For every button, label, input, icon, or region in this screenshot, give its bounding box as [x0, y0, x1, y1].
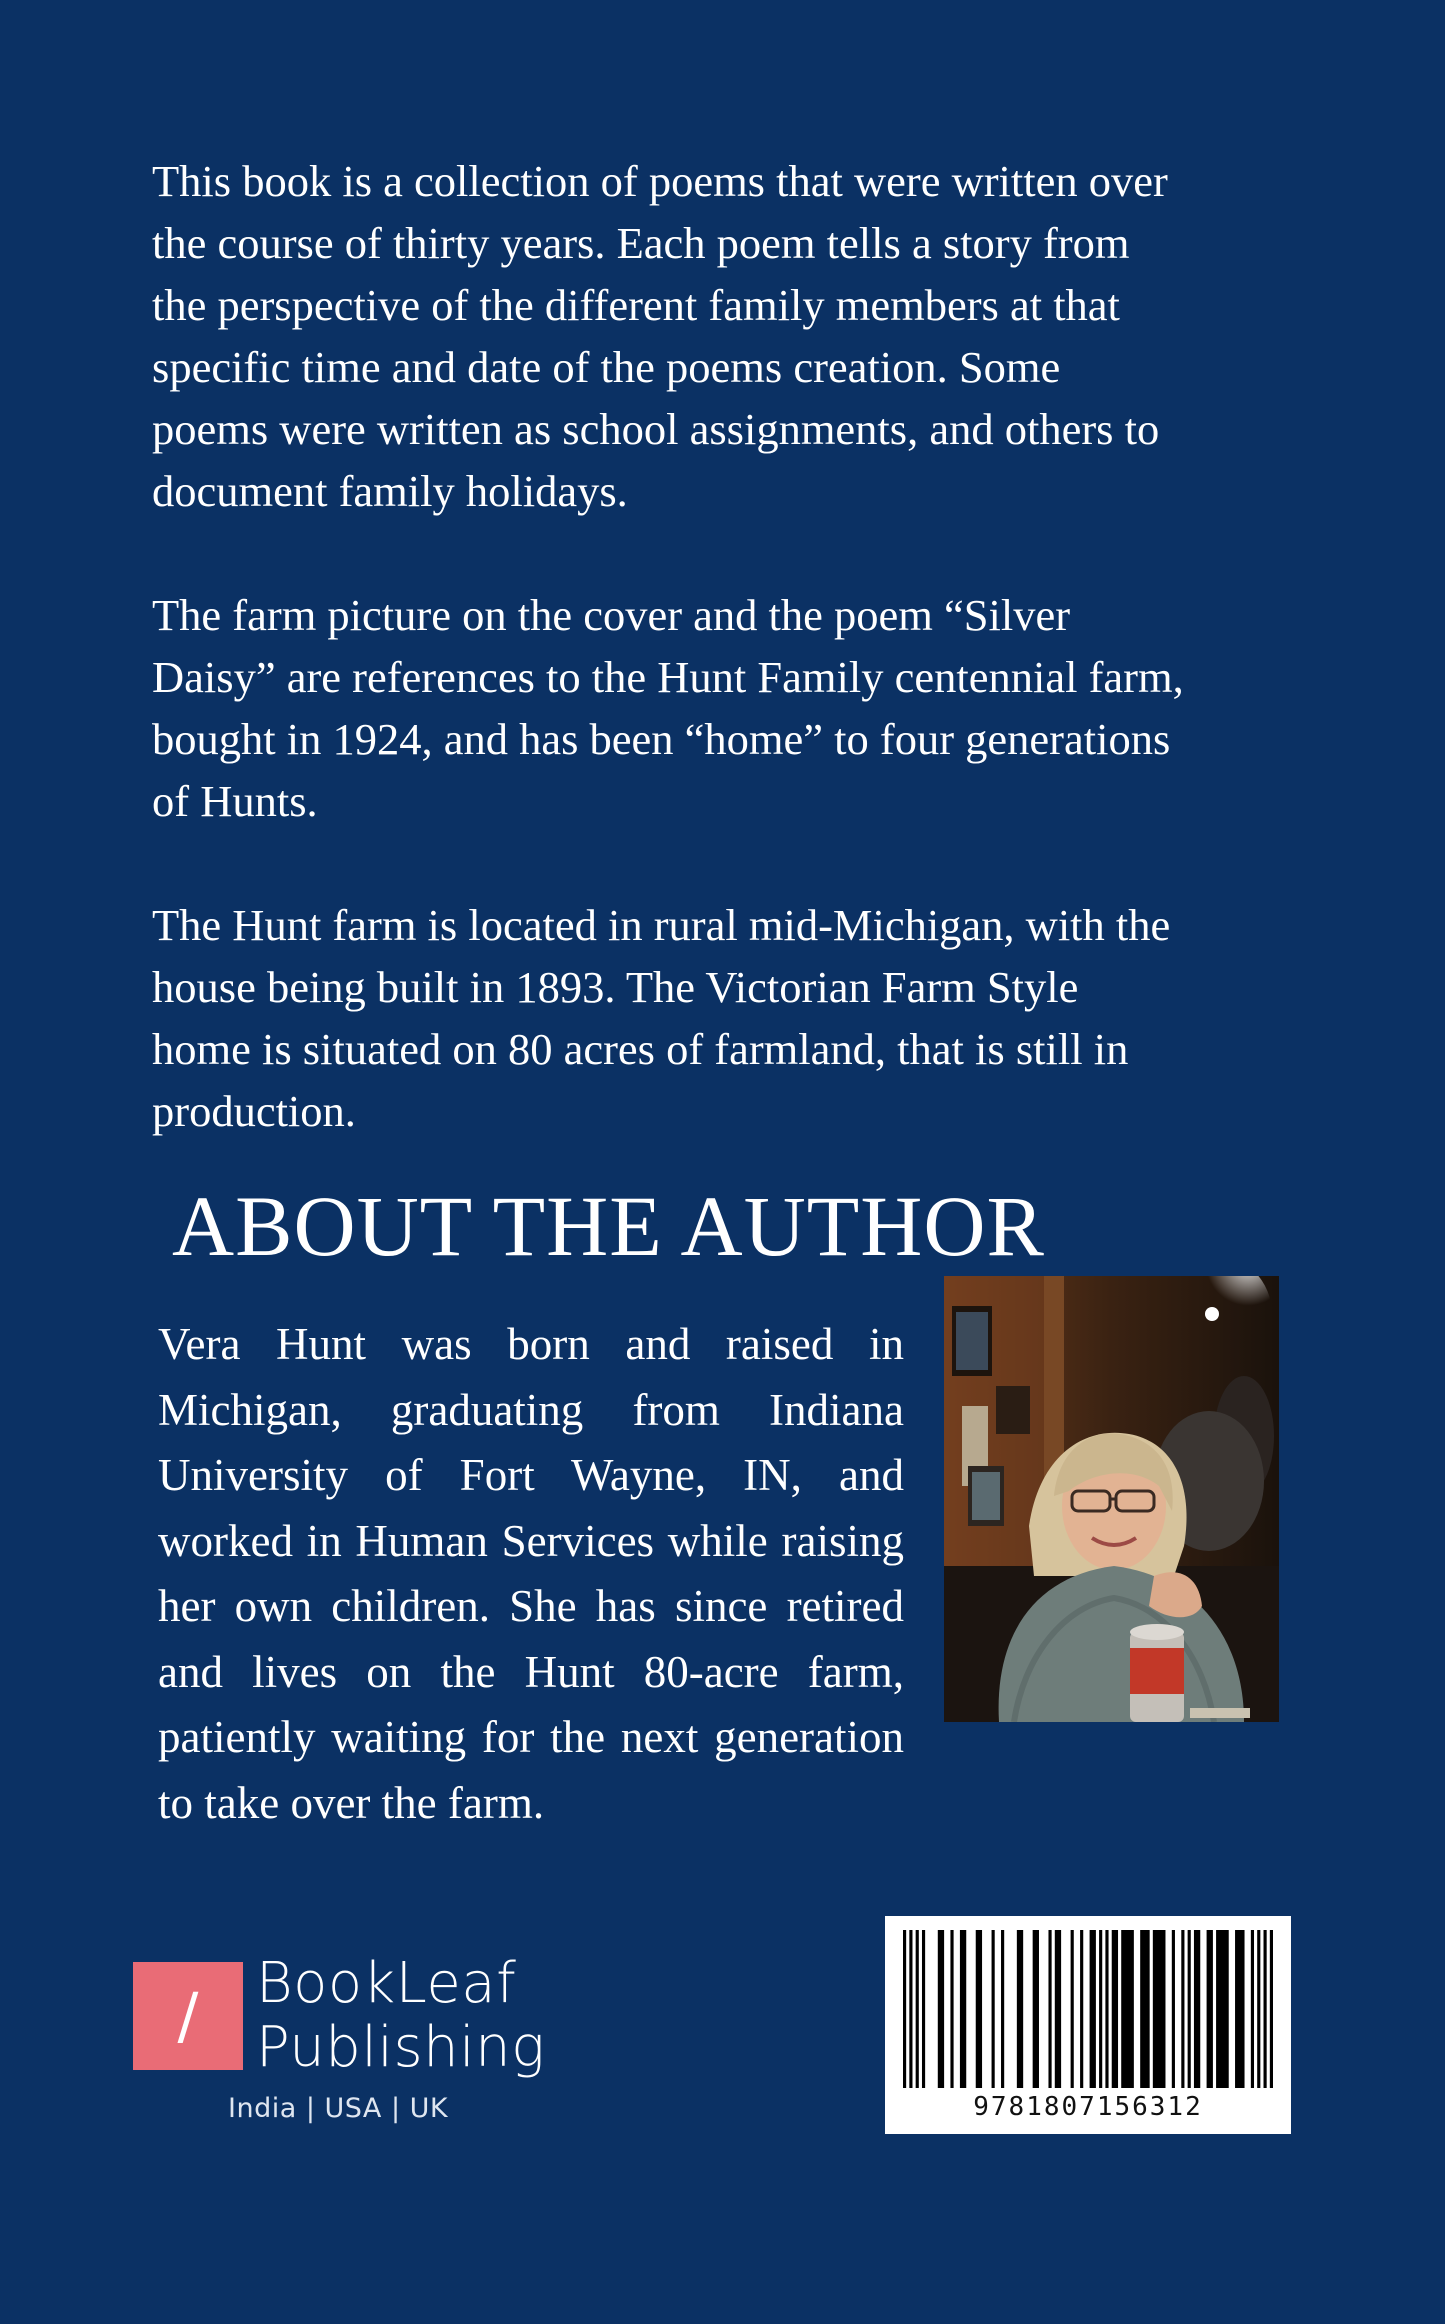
barcode-bar [903, 1930, 906, 2088]
publisher-name-line-1: BookLeaf [256, 1951, 517, 2016]
isbn-number: 9781807156312 [973, 2092, 1203, 2122]
barcode-bar [1080, 1930, 1083, 2088]
barcode-bar [1099, 1930, 1102, 2088]
barcode-bar [938, 1930, 944, 2088]
blurb-paragraph-3: The Hunt farm is located in rural mid-Michigan, with the house being built in 1893. The Victorian Farm Style home is situated on 80 acres of farmland, that is still in production. [152, 900, 1171, 1136]
barcode-bar [992, 1930, 995, 2088]
barcode-bar [1172, 1930, 1175, 2088]
barcode-bar [1033, 1930, 1039, 2088]
barcode-bar [1140, 1930, 1149, 2088]
logo-slash-glyph: / [177, 1979, 199, 2052]
barcode-bar [1055, 1930, 1061, 2088]
barcode-bar [1001, 1930, 1004, 2088]
barcode-bar [1251, 1930, 1254, 2088]
barcode-bar [1270, 1930, 1273, 2088]
barcode-bar [1235, 1930, 1244, 2088]
publisher-name-line-2: Publishing [256, 2015, 546, 2080]
barcode-bar [1105, 1930, 1108, 2088]
barcode-bar [1188, 1930, 1191, 2088]
barcode-bar [950, 1930, 953, 2088]
barcode-bar [1181, 1930, 1184, 2088]
barcode-bar [1153, 1930, 1166, 2088]
barcode-bar [960, 1930, 966, 2088]
book-blurb [152, 150, 1332, 1204]
blurb-paragraph-2: The farm picture on the cover and the poem “Silver Daisy” are references to the Hunt Family centennial farm, bought in 1924, and has been “home” to four generations of Hunts. [152, 590, 1184, 826]
barcode-bars [903, 1930, 1273, 2088]
barcode-bar [1071, 1930, 1074, 2088]
author-photo [944, 1276, 1279, 1722]
publisher-logo-mark [133, 1962, 243, 2070]
publisher-regions: India | USA | UK [228, 2093, 449, 2124]
isbn-barcode [885, 1916, 1291, 2134]
about-the-author-heading: ABOUT THE AUTHOR [172, 1178, 1045, 1274]
barcode-bar [1017, 1930, 1023, 2088]
barcode-bar [909, 1930, 912, 2088]
author-bio: Vera Hunt was born and raised in Michigan, graduating from Indiana University of Fort Wayne, IN, and worked in Human Services while raising her own children. She has since retired and lives on the Hunt 80-acre farm, patiently waiting for the next generation to take over the farm. [158, 1319, 904, 1828]
barcode-bar [1194, 1930, 1200, 2088]
barcode-bar [916, 1930, 919, 2088]
barcode-bar [1257, 1930, 1260, 2088]
barcode-bar [1090, 1930, 1096, 2088]
barcode-bar [1121, 1930, 1134, 2088]
barcode-bar [1264, 1930, 1267, 2088]
barcode-bar [976, 1930, 982, 2088]
publisher-name [256, 1952, 545, 2080]
blurb-paragraph-1: This book is a collection of poems that were written over the course of thirty years. Each poem tells a story from the perspective of the different family members at that specific time and date of the poems creation. Some poems were written as school assignments, and others to document family holidays. [152, 156, 1168, 516]
barcode-bar [1216, 1930, 1229, 2088]
barcode-bar [1207, 1930, 1213, 2088]
barcode-bar [922, 1930, 925, 2088]
barcode-bar [1112, 1930, 1118, 2088]
barcode-bar [1048, 1930, 1051, 2088]
